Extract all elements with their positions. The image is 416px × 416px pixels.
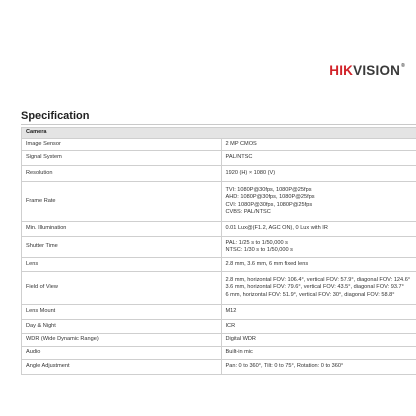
spec-value-line: 1920 (H) × 1080 (V) — [225, 169, 276, 176]
spec-value — [221, 320, 416, 334]
spec-value — [221, 334, 416, 347]
spec-value-line: NTSC: 1/30 s to 1/50,000 s — [225, 247, 293, 253]
spec-row-signal-system — [22, 151, 416, 166]
spec-value — [221, 272, 416, 305]
spec-value-line: CVI: 1080P@30fps, 1080P@25fps — [225, 201, 313, 208]
spec-label: Day & Night — [22, 320, 222, 334]
spec-value-line: TVI: 1080P@30fps, 1080P@25fps — [225, 186, 312, 193]
logo-dark-part: VISION — [353, 63, 401, 78]
spec-row-field-of-view — [22, 272, 416, 305]
spec-value — [221, 166, 416, 182]
spec-label: Angle Adjustment — [22, 360, 222, 375]
section-header-row — [22, 128, 416, 139]
title-divider — [21, 124, 416, 125]
spec-label: Field of View — [22, 272, 222, 305]
spec-value-line: 2.8 mm, 3.6 mm, 6 mm fixed lens — [225, 260, 309, 267]
spec-row-shutter-time — [22, 237, 416, 258]
spec-value-line: CVBS: PAL/NTSC — [225, 208, 271, 215]
spec-value-line: ICR — [225, 322, 236, 329]
spec-value-line: PAL/NTSC — [225, 154, 253, 161]
spec-label: Image Sensor — [22, 139, 222, 151]
spec-row-wdr — [22, 334, 416, 347]
spec-value-line: 3.6 mm, horizontal FOV: 79.6°, vertical FOV: 43.5°, diagonal FOV: 93.7° — [225, 284, 404, 291]
hikvision-logo — [329, 64, 405, 78]
spec-value-line: 2.8 mm, horizontal FOV: 106.4°, vertical FOV: 57.9°, diagonal FOV: 124.6° — [225, 277, 411, 284]
spec-label: Shutter Time — [22, 237, 222, 258]
spec-value — [221, 151, 416, 166]
section-header: Camera — [22, 128, 416, 139]
spec-value — [221, 182, 416, 222]
spec-label: Resolution — [22, 166, 222, 182]
spec-label: Signal System — [22, 151, 222, 166]
spec-value — [221, 258, 416, 272]
spec-row-angle-adjustment — [22, 360, 416, 375]
spec-value-line: Digital WDR — [225, 336, 256, 343]
spec-row-frame-rate — [22, 182, 416, 222]
spec-value-line: 6 mm, horizontal FOV: 51.9°, vertical FOV: 30°, diagonal FOV: 58.8° — [225, 291, 395, 298]
spec-row-min-illumination — [22, 222, 416, 237]
spec-value-line: 2 MP CMOS — [225, 140, 257, 147]
spec-value-line: Built-in mic — [225, 349, 253, 356]
spec-value-line: PAL: 1/25 s to 1/50,000 s — [225, 239, 288, 246]
spec-table — [21, 127, 416, 375]
logo-red-part: HIK — [329, 63, 354, 78]
spec-label: Lens — [22, 258, 222, 272]
spec-value-line: M12 — [225, 308, 237, 315]
spec-row-lens — [22, 258, 416, 272]
page-title: Specification — [21, 110, 90, 122]
spec-value — [221, 139, 416, 151]
spec-value-line: 0.01 Lux@(F1.2, AGC ON), 0 Lux with IR — [225, 225, 328, 232]
spec-row-day-night — [22, 320, 416, 334]
spec-label: Audio — [22, 347, 222, 360]
spec-value-line: Pan: 0 to 360°, Tilt: 0 to 75°, Rotation: 0 to 360° — [225, 363, 344, 370]
spec-value — [221, 305, 416, 320]
registered-mark: ® — [401, 63, 405, 69]
spec-value — [221, 360, 416, 375]
spec-label: Min. Illumination — [22, 222, 222, 237]
spec-row-lens-mount — [22, 305, 416, 320]
spec-label: Lens Mount — [22, 305, 222, 320]
spec-value-line: AHD: 1080P@30fps, 1080P@25fps — [225, 194, 315, 201]
spec-row-audio — [22, 347, 416, 360]
spec-label: Frame Rate — [22, 182, 222, 222]
spec-value — [221, 222, 416, 237]
spec-value — [221, 237, 416, 258]
spec-label: WDR (Wide Dynamic Range) — [22, 334, 222, 347]
spec-row-resolution — [22, 166, 416, 182]
spec-value — [221, 347, 416, 360]
spec-row-image-sensor — [22, 139, 416, 151]
